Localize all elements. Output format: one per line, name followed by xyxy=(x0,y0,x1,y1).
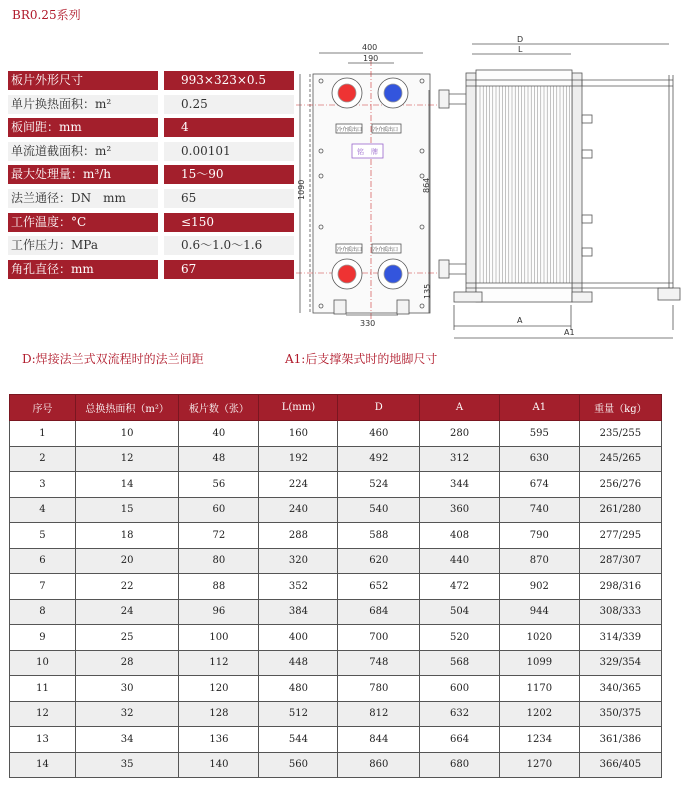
spec-row xyxy=(8,142,296,161)
table-cell: 748 xyxy=(338,650,420,676)
table-cell: 740 xyxy=(499,497,579,523)
a1-note: A1:后支撑架式时的地脚尺寸 xyxy=(285,352,438,366)
table-cell: 1099 xyxy=(499,650,579,676)
table-cell: 60 xyxy=(179,497,259,523)
table-row xyxy=(10,548,662,574)
table-cell: 352 xyxy=(259,574,338,600)
table-cell: 680 xyxy=(420,752,500,778)
table-cell: 674 xyxy=(499,472,579,498)
table-cell: 492 xyxy=(338,446,420,472)
table-cell: 860 xyxy=(338,752,420,778)
spec-row xyxy=(8,95,296,114)
table-row xyxy=(10,523,662,549)
heat-exchanger-drawing xyxy=(296,30,694,337)
table-cell: 128 xyxy=(179,701,259,727)
spec-label: 工作压力：MPa xyxy=(8,236,158,255)
column-header: 序号 xyxy=(10,395,76,421)
dim-1090: 1090 xyxy=(297,179,306,200)
table-cell: 560 xyxy=(259,752,338,778)
table-cell: 160 xyxy=(259,421,338,447)
table-cell: 261/280 xyxy=(579,497,661,523)
table-cell: 520 xyxy=(420,625,500,651)
column-header: A1 xyxy=(499,395,579,421)
dim-L: L xyxy=(518,45,523,54)
table-cell: 11 xyxy=(10,676,76,702)
spec-value: ≤150 xyxy=(164,213,294,232)
dim-864: 864 xyxy=(422,177,431,193)
column-header: 板片数（张） xyxy=(179,395,259,421)
table-header-row xyxy=(10,395,662,421)
table-cell: 472 xyxy=(420,574,500,600)
table-cell: 361/386 xyxy=(579,727,661,753)
table-cell: 512 xyxy=(259,701,338,727)
table-cell: 3 xyxy=(10,472,76,498)
table-cell: 544 xyxy=(259,727,338,753)
spec-label: 单流道截面积：m² xyxy=(8,142,158,161)
table-cell: 384 xyxy=(259,599,338,625)
table-cell: 944 xyxy=(499,599,579,625)
table-cell: 620 xyxy=(338,548,420,574)
table-cell: 72 xyxy=(179,523,259,549)
table-cell: 22 xyxy=(75,574,179,600)
table-cell: 1202 xyxy=(499,701,579,727)
spec-row xyxy=(8,165,296,184)
spec-row xyxy=(8,260,296,279)
table-cell: 312 xyxy=(420,446,500,472)
table-row xyxy=(10,727,662,753)
column-header: A xyxy=(420,395,500,421)
spec-label: 工作温度：°C xyxy=(8,213,158,232)
table-cell: 140 xyxy=(179,752,259,778)
table-cell: 14 xyxy=(10,752,76,778)
dim-135: 135 xyxy=(423,283,432,299)
spec-label: 法兰通径：DN mm xyxy=(8,189,158,208)
spec-row xyxy=(8,189,296,208)
table-cell: 120 xyxy=(179,676,259,702)
port-label-tl: 冷介质出口 xyxy=(337,127,363,133)
spec-label: 板片外形尺寸 xyxy=(8,71,158,90)
table-cell: 240 xyxy=(259,497,338,523)
spec-table xyxy=(8,71,296,283)
spec-value: 993×323×0.5 xyxy=(164,71,294,90)
table-cell: 7 xyxy=(10,574,76,600)
table-row xyxy=(10,625,662,651)
table-cell: 1234 xyxy=(499,727,579,753)
table-cell: 460 xyxy=(338,421,420,447)
table-cell: 256/276 xyxy=(579,472,661,498)
table-cell: 15 xyxy=(75,497,179,523)
table-cell: 314/339 xyxy=(579,625,661,651)
column-header: L(mm) xyxy=(259,395,338,421)
column-header: D xyxy=(338,395,420,421)
table-cell: 1 xyxy=(10,421,76,447)
table-cell: 48 xyxy=(179,446,259,472)
table-cell: 524 xyxy=(338,472,420,498)
table-cell: 10 xyxy=(75,421,179,447)
table-cell: 6 xyxy=(10,548,76,574)
dim-190: 190 xyxy=(363,54,379,63)
series-title: BR0.25系列 xyxy=(12,8,81,22)
table-row xyxy=(10,599,662,625)
table-cell: 448 xyxy=(259,650,338,676)
table-row xyxy=(10,676,662,702)
table-cell: 600 xyxy=(420,676,500,702)
spec-row xyxy=(8,213,296,232)
spec-row xyxy=(8,236,296,255)
table-cell: 340/365 xyxy=(579,676,661,702)
table-cell: 1020 xyxy=(499,625,579,651)
table-cell: 4 xyxy=(10,497,76,523)
table-row xyxy=(10,421,662,447)
table-row xyxy=(10,701,662,727)
nameplate: 铭 牌 xyxy=(357,148,378,156)
table-cell: 80 xyxy=(179,548,259,574)
table-cell: 366/405 xyxy=(579,752,661,778)
table-cell: 329/354 xyxy=(579,650,661,676)
port-label-bl: 冷介质出口 xyxy=(337,247,363,253)
table-cell: 652 xyxy=(338,574,420,600)
spec-value: 4 xyxy=(164,118,294,137)
table-cell: 56 xyxy=(179,472,259,498)
table-cell: 8 xyxy=(10,599,76,625)
spec-row xyxy=(8,118,296,137)
spec-label: 角孔直径：mm xyxy=(8,260,158,279)
table-row xyxy=(10,650,662,676)
table-row xyxy=(10,446,662,472)
table-cell: 13 xyxy=(10,727,76,753)
spec-value: 0.6～1.0～1.6 xyxy=(164,236,294,255)
table-cell: 88 xyxy=(179,574,259,600)
table-cell: 1270 xyxy=(499,752,579,778)
table-cell: 12 xyxy=(75,446,179,472)
table-cell: 630 xyxy=(499,446,579,472)
table-cell: 32 xyxy=(75,701,179,727)
table-row xyxy=(10,472,662,498)
table-cell: 25 xyxy=(75,625,179,651)
spec-row xyxy=(8,71,296,90)
table-cell: 224 xyxy=(259,472,338,498)
table-cell: 350/375 xyxy=(579,701,661,727)
dim-D: D xyxy=(517,35,524,44)
table-cell: 408 xyxy=(420,523,500,549)
table-row xyxy=(10,752,662,778)
table-cell: 790 xyxy=(499,523,579,549)
table-cell: 844 xyxy=(338,727,420,753)
spec-value: 67 xyxy=(164,260,294,279)
table-cell: 288 xyxy=(259,523,338,549)
table-cell: 1170 xyxy=(499,676,579,702)
spec-value: 15～90 xyxy=(164,165,294,184)
column-header: 重量（kg） xyxy=(579,395,661,421)
dim-A1: A1 xyxy=(564,328,575,337)
table-cell: 20 xyxy=(75,548,179,574)
table-cell: 902 xyxy=(499,574,579,600)
spec-value: 0.00101 xyxy=(164,142,294,161)
table-cell: 780 xyxy=(338,676,420,702)
table-row xyxy=(10,497,662,523)
table-cell: 277/295 xyxy=(579,523,661,549)
table-cell: 5 xyxy=(10,523,76,549)
model-table xyxy=(9,394,662,778)
spec-label: 板间距：mm xyxy=(8,118,158,137)
table-cell: 24 xyxy=(75,599,179,625)
table-cell: 344 xyxy=(420,472,500,498)
table-cell: 245/265 xyxy=(579,446,661,472)
table-cell: 588 xyxy=(338,523,420,549)
d-note: D:焊接法兰式双流程时的法兰间距 xyxy=(22,352,204,366)
table-cell: 34 xyxy=(75,727,179,753)
spec-label: 最大处理量：m³/h xyxy=(8,165,158,184)
table-cell: 664 xyxy=(420,727,500,753)
table-cell: 40 xyxy=(179,421,259,447)
table-cell: 28 xyxy=(75,650,179,676)
table-cell: 540 xyxy=(338,497,420,523)
dim-400: 400 xyxy=(362,43,378,52)
table-cell: 192 xyxy=(259,446,338,472)
table-cell: 812 xyxy=(338,701,420,727)
spec-value: 0.25 xyxy=(164,95,294,114)
table-row xyxy=(10,574,662,600)
table-cell: 9 xyxy=(10,625,76,651)
dim-330: 330 xyxy=(360,319,376,328)
spec-label: 单片换热面积：m² xyxy=(8,95,158,114)
side-view xyxy=(439,44,680,338)
spec-value: 65 xyxy=(164,189,294,208)
table-cell: 96 xyxy=(179,599,259,625)
table-cell: 632 xyxy=(420,701,500,727)
table-cell: 308/333 xyxy=(579,599,661,625)
table-cell: 320 xyxy=(259,548,338,574)
column-header: 总换热面积（m²） xyxy=(75,395,179,421)
dim-A: A xyxy=(517,316,523,325)
port-label-br: 冷介质出口 xyxy=(373,247,399,253)
table-cell: 504 xyxy=(420,599,500,625)
table-cell: 400 xyxy=(259,625,338,651)
table-cell: 595 xyxy=(499,421,579,447)
table-cell: 480 xyxy=(259,676,338,702)
table-cell: 136 xyxy=(179,727,259,753)
table-cell: 287/307 xyxy=(579,548,661,574)
port-label-tr: 冷介质出口 xyxy=(373,127,399,133)
table-cell: 30 xyxy=(75,676,179,702)
table-cell: 18 xyxy=(75,523,179,549)
table-cell: 440 xyxy=(420,548,500,574)
table-cell: 35 xyxy=(75,752,179,778)
table-cell: 684 xyxy=(338,599,420,625)
table-cell: 12 xyxy=(10,701,76,727)
table-cell: 700 xyxy=(338,625,420,651)
table-cell: 360 xyxy=(420,497,500,523)
table-cell: 568 xyxy=(420,650,500,676)
table-cell: 100 xyxy=(179,625,259,651)
table-cell: 14 xyxy=(75,472,179,498)
table-cell: 280 xyxy=(420,421,500,447)
table-cell: 10 xyxy=(10,650,76,676)
table-cell: 870 xyxy=(499,548,579,574)
table-cell: 112 xyxy=(179,650,259,676)
table-cell: 2 xyxy=(10,446,76,472)
table-cell: 235/255 xyxy=(579,421,661,447)
table-cell: 298/316 xyxy=(579,574,661,600)
